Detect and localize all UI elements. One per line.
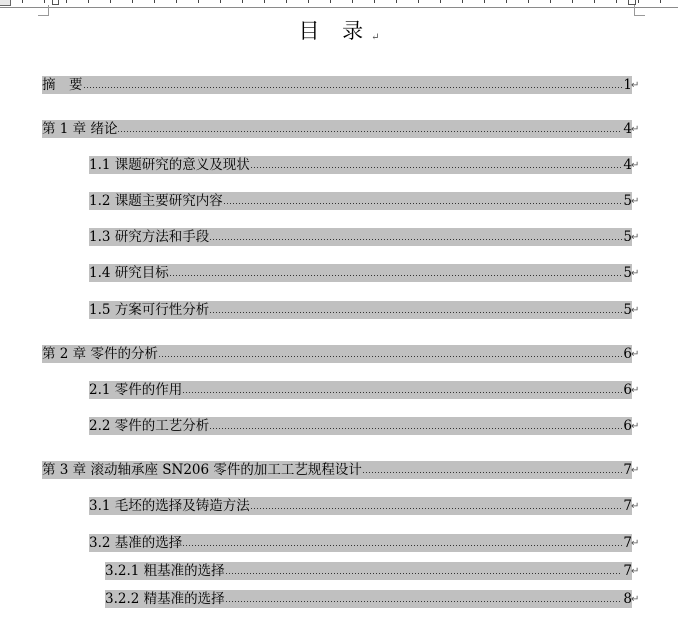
paragraph-mark-icon: ↵ bbox=[631, 566, 640, 577]
toc-page-number: 6 bbox=[623, 346, 632, 362]
toc-entry-3-2[interactable] bbox=[89, 534, 632, 552]
toc-page-number: 4 bbox=[623, 121, 632, 137]
paragraph-mark-icon: ↵ bbox=[631, 196, 640, 207]
toc-page-number: 7 bbox=[623, 563, 632, 579]
dot-leader bbox=[170, 275, 623, 276]
dot-leader bbox=[226, 601, 623, 602]
toc-entry-label: 1.2 课题主要研究内容 bbox=[89, 193, 223, 209]
toc-entry-2-1[interactable] bbox=[89, 381, 632, 399]
paragraph-mark-icon: ↵ bbox=[631, 124, 640, 135]
toc-page-number: 4 bbox=[623, 157, 632, 173]
horizontal-ruler[interactable] bbox=[0, 0, 678, 8]
dot-leader bbox=[183, 545, 622, 546]
margin-corner-top-left bbox=[38, 5, 49, 16]
toc-page-number: 5 bbox=[623, 193, 632, 209]
dot-leader bbox=[210, 312, 622, 313]
toc-entry-1-2[interactable] bbox=[89, 192, 632, 210]
dot-leader bbox=[183, 392, 622, 393]
dot-leader bbox=[251, 167, 623, 168]
paragraph-mark-icon: ↵ bbox=[631, 501, 640, 512]
toc-entry-3-2-1[interactable] bbox=[105, 562, 632, 580]
toc-page-number: 5 bbox=[623, 302, 632, 318]
paragraph-mark-icon: ↵ bbox=[631, 538, 640, 549]
toc-entry-label: 第 3 章 滚动轴承座 SN206 零件的加工工艺规程设计 bbox=[42, 462, 362, 478]
toc-entry-label: 3.2 基准的选择 bbox=[89, 535, 183, 551]
toc-entry-1-4[interactable] bbox=[89, 264, 632, 282]
toc-page-number: 7 bbox=[623, 535, 632, 551]
paragraph-mark-icon: ↵ bbox=[631, 594, 640, 605]
margin-corner-top-right bbox=[634, 5, 645, 16]
dot-leader bbox=[224, 203, 623, 204]
toc-entry-label: 3.2.2 精基准的选择 bbox=[105, 591, 225, 607]
tab-selector-icon[interactable] bbox=[0, 0, 11, 6]
paragraph-mark-icon: ↵ bbox=[631, 268, 640, 279]
dot-leader bbox=[210, 239, 622, 240]
paragraph-mark-icon: ↵ bbox=[371, 32, 380, 43]
toc-entry-label: 3.2.1 粗基准的选择 bbox=[105, 563, 225, 579]
toc-title bbox=[0, 17, 678, 52]
dot-leader bbox=[84, 87, 623, 88]
toc-page-number: 8 bbox=[623, 591, 632, 607]
toc-entry-1-3[interactable] bbox=[89, 228, 632, 246]
toc-entry-label: 1.1 课题研究的意义及现状 bbox=[89, 157, 250, 173]
toc-page-number: 5 bbox=[623, 229, 632, 245]
toc-entry-3-2-2[interactable] bbox=[105, 590, 632, 608]
toc-entry-2-2[interactable] bbox=[89, 417, 632, 435]
toc-page-number: 5 bbox=[623, 265, 632, 281]
dot-leader bbox=[363, 472, 623, 473]
toc-entry-label: 2.1 零件的作用 bbox=[89, 382, 183, 398]
toc-entry-3-1[interactable] bbox=[89, 497, 632, 515]
ruler-ticks bbox=[0, 0, 678, 6]
dot-leader bbox=[118, 131, 622, 132]
toc-entry-label: 1.5 方案可行性分析 bbox=[89, 302, 210, 318]
dot-leader bbox=[210, 428, 622, 429]
dot-leader bbox=[159, 356, 622, 357]
dot-leader bbox=[226, 573, 623, 574]
toc-page-number: 6 bbox=[623, 418, 632, 434]
toc-page-number: 6 bbox=[623, 382, 632, 398]
toc-entry-chapter-2[interactable] bbox=[42, 345, 632, 363]
paragraph-mark-icon: ↵ bbox=[631, 465, 640, 476]
toc-entry-label: 1.3 研究方法和手段 bbox=[89, 229, 210, 245]
toc-page-number: 1 bbox=[623, 77, 632, 93]
toc-page-number: 7 bbox=[623, 498, 632, 514]
paragraph-mark-icon: ↵ bbox=[631, 385, 640, 396]
toc-entry-label: 2.2 零件的工艺分析 bbox=[89, 418, 210, 434]
dot-leader bbox=[251, 508, 623, 509]
paragraph-mark-icon: ↵ bbox=[631, 80, 640, 91]
toc-entry-abstract[interactable] bbox=[42, 76, 632, 94]
toc-entry-label: 1.4 研究目标 bbox=[89, 265, 169, 281]
toc-title-text: 目 录 bbox=[298, 19, 372, 43]
toc-entry-label: 3.1 毛坯的选择及铸造方法 bbox=[89, 498, 250, 514]
toc-entry-label: 第 2 章 零件的分析 bbox=[42, 346, 158, 362]
left-indent-marker-icon[interactable] bbox=[52, 0, 59, 5]
toc-entry-chapter-1[interactable] bbox=[42, 120, 632, 138]
paragraph-mark-icon: ↵ bbox=[631, 305, 640, 316]
toc-page-number: 7 bbox=[623, 462, 632, 478]
toc-entry-1-1[interactable] bbox=[89, 156, 632, 174]
toc-entry-chapter-3[interactable] bbox=[42, 461, 632, 479]
paragraph-mark-icon: ↵ bbox=[631, 160, 640, 171]
paragraph-mark-icon: ↵ bbox=[631, 232, 640, 243]
paragraph-mark-icon: ↵ bbox=[631, 421, 640, 432]
toc-entry-label: 摘 要 bbox=[42, 77, 83, 93]
toc-entry-label: 第 1 章 绪论 bbox=[42, 121, 118, 137]
toc-entry-1-5[interactable] bbox=[89, 301, 632, 319]
paragraph-mark-icon: ↵ bbox=[631, 349, 640, 360]
